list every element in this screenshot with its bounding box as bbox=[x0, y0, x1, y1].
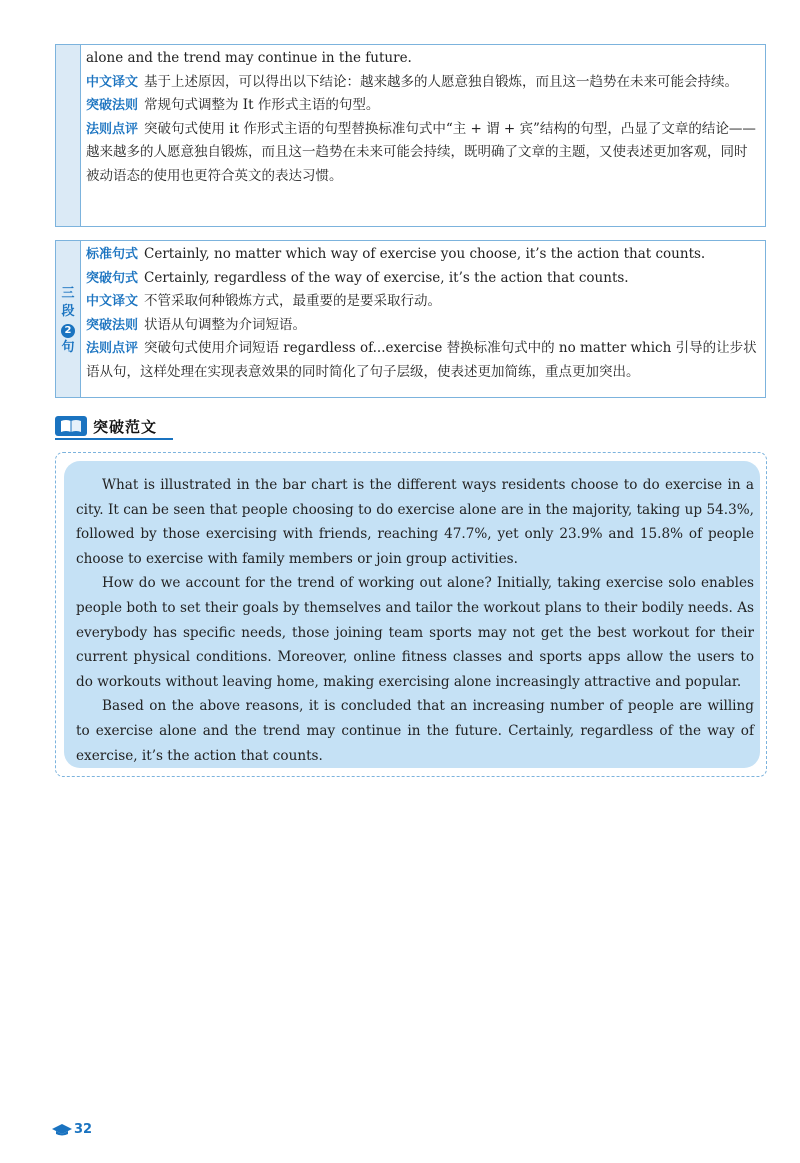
label-rule: 突破法则 bbox=[86, 317, 139, 333]
breakthrough-sentence: 突破句式 Certainly, regardless of the way of exercise, it’s the action that counts. bbox=[86, 269, 629, 286]
translation-box-2 bbox=[55, 240, 766, 398]
standard-sentence: 标准句式 Certainly, no matter which way of exercise you choose, it’s the action that counts. bbox=[86, 246, 706, 262]
chinese-translation: 中文译文 基于上述原因，可以得出以下结论：越来越多的人愿意独自锻炼，而且这一趋势在未来可能会持续。 bbox=[86, 73, 739, 90]
page-number: 32 bbox=[52, 1122, 92, 1137]
essay-paragraph-3: Based on the above reasons, it is concluded that an increasing number of people are willing to exercise alone and the trend may continue in the future. Certainly, regardless of the way of exercise, it’s the action that counts. bbox=[76, 698, 754, 764]
essay-paragraph-1: What is illustrated in the bar chart is the different ways residents choose to do exercise in a city. It can be seen that people choosing to do exercise alone are in the majority, taking up 54.3%, followed by those exercising with friends, reaching 47.7%, yet only 23.9% and 15.8% of people choose to exercise with family members or join group activities. bbox=[76, 477, 754, 567]
label-comment: 法则点评 bbox=[86, 341, 139, 356]
chinese-translation: 中文译文 不管采取何种锻炼方式，最重要的是要采取行动。 bbox=[86, 293, 442, 309]
essay-paragraph-2: How do we account for the trend of working out alone? Initially, taking exercise solo enables people both to set their goals by themselves and tailor the workout plans to their bodily needs. As everybody has specific needs, those joining team sports may not get the best workout for their current physical conditions. Moreover, online fitness classes and sports apps allow the users to do workouts without leaving home, making exercising alone increasingly attractive and popular. bbox=[76, 575, 754, 690]
rule-comment: 法则点评 突破句式使用介词短语 regardless of...exercise 替换标准句式中的 no matter which 引导的让步状语从句，这样处理在实现表意效果的同时简化了句子层级，使表述更加简练，重点更加突出。 bbox=[86, 340, 757, 380]
model-essay-box bbox=[55, 452, 767, 777]
section-heading bbox=[55, 414, 173, 440]
label-chinese-translation: 中文译文 bbox=[86, 74, 139, 90]
sentence-number-badge: 2 bbox=[61, 324, 75, 338]
side-strip bbox=[56, 45, 81, 226]
label-standard: 标准句式 bbox=[86, 247, 139, 262]
rule-comment: 法则点评 突破句式使用 it 作形式主语的句型替换标准句式中“主 + 谓 + 宾”结构的句型，凸显了文章的结论——越来越多的人愿意独自锻炼，而且这一趋势在未来可能会持续，既明确了文章的主题，又使表述更加客观，同时被动语态的使用也更符合英文的表达习惯。 bbox=[86, 120, 756, 184]
translation-box-1 bbox=[55, 44, 766, 227]
breakthrough-rule: 突破法则 常规句式调整为 It 作形式主语的句型。 bbox=[86, 97, 380, 113]
label-rule: 突破法则 bbox=[86, 98, 139, 113]
graduation-cap-icon bbox=[52, 1124, 72, 1136]
breakthrough-rule: 突破法则 状语从句调整为介词短语。 bbox=[86, 316, 307, 333]
english-line: alone and the trend may continue in the future. bbox=[86, 50, 412, 66]
book-icon bbox=[55, 416, 87, 436]
section-title: 突破范文 bbox=[93, 417, 158, 436]
label-breakthrough: 突破句式 bbox=[86, 270, 139, 286]
label-chinese-translation: 中文译文 bbox=[86, 294, 139, 309]
paragraph-sentence-label: 三 段 2 句 bbox=[61, 286, 75, 355]
label-comment: 法则点评 bbox=[86, 121, 139, 137]
